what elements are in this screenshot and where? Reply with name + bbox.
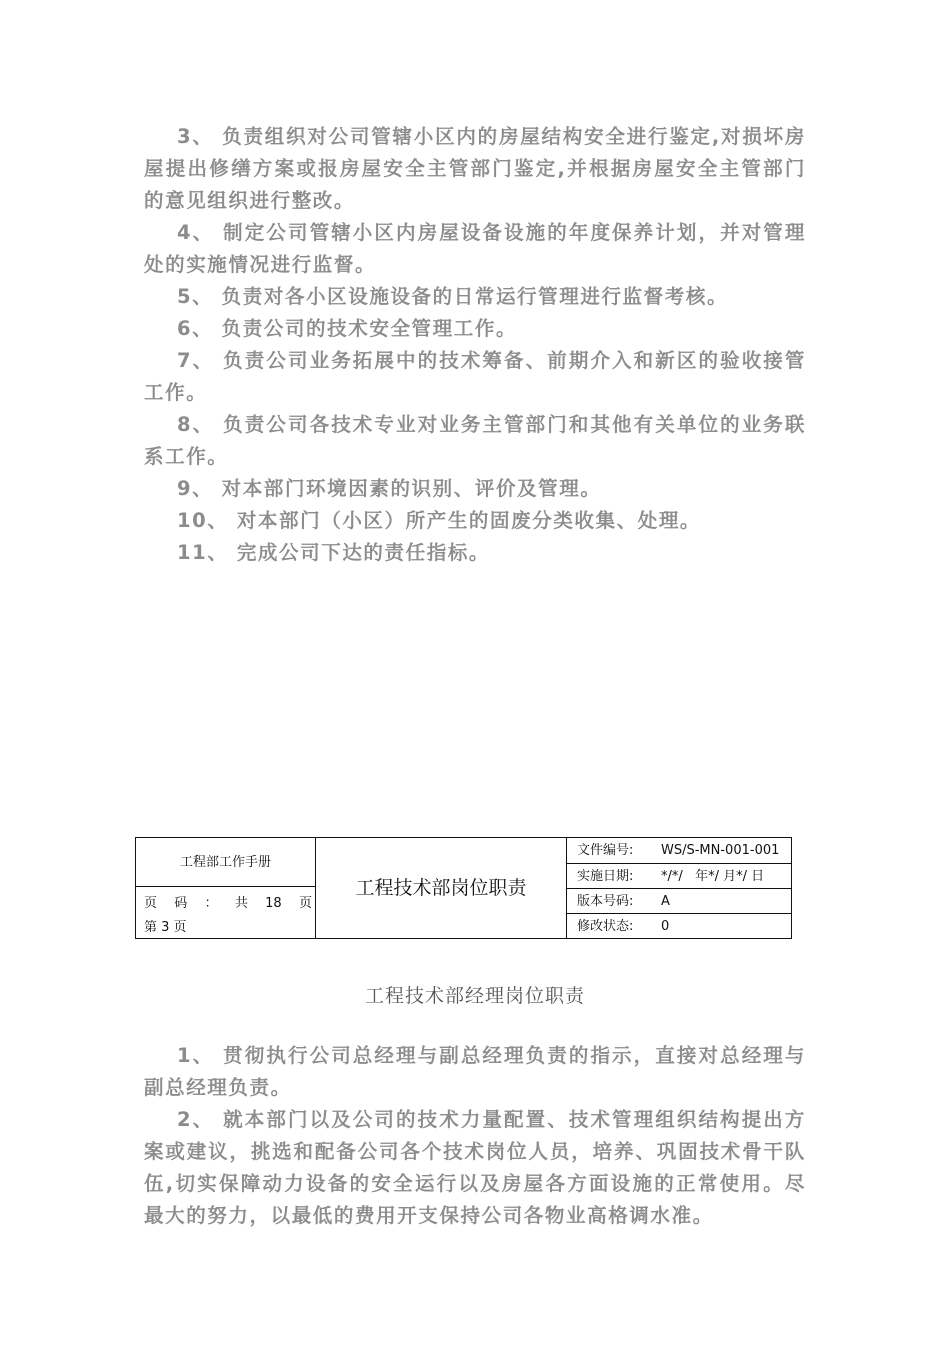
- doc-number-row: [567, 838, 791, 863]
- duties-list-bottom: [144, 1040, 806, 1232]
- manager-duty-item-2: 2、 就本部门以及公司的技术力量配置、技术管理组织结构提出方案或建议，挑选和配备公司各个技术岗位人员，培养、巩固技术骨干队伍,切实保障动力设备的安全运行以及房屋各方面设施的正常使用。尽最大的努力，以最低的费用开支保持公司各物业高格调水准。: [144, 1108, 806, 1227]
- revision-label: 修改状态:: [577, 919, 634, 934]
- header-right-cell: [567, 838, 791, 938]
- effective-date-value: */*/ 年*/ 月*/ 日: [661, 869, 765, 884]
- revision-value: 0: [661, 919, 670, 934]
- duties-list-top: [144, 121, 806, 569]
- effective-date-row: [567, 863, 791, 889]
- duty-item-5: 5、 负责对各小区设施设备的日常运行管理进行监督考核。: [177, 285, 729, 308]
- current-page: 第 3 页: [144, 920, 187, 935]
- section-title: 工程技术部经理岗位职责: [364, 985, 585, 1007]
- total-pages: 18: [265, 896, 282, 911]
- doc-number-value: WS/S-MN-001-001: [661, 843, 780, 858]
- manager-duty-item-1: 1、 贯彻执行公司总经理与副总经理负责的指示，直接对总经理与副总经理负责。: [144, 1044, 806, 1099]
- header-center-title: 工程技术部岗位职责: [316, 838, 567, 938]
- page-word: 页: [144, 896, 158, 911]
- duty-item-10: 10、 对本部门（小区）所产生的固废分类收集、处理。: [177, 509, 702, 532]
- revision-row: [567, 913, 791, 939]
- duty-item-3: 3、 负责组织对公司管辖小区内的房屋结构安全进行鉴定,对损坏房屋提出修缮方案或报房屋安全主管部门鉴定,并根据房屋安全主管部门的意见组织进行整改。: [144, 125, 806, 212]
- total-word: 共: [234, 896, 248, 911]
- effective-date-label: 实施日期:: [577, 869, 634, 884]
- page-count: [144, 892, 312, 940]
- code-word: 码: [174, 896, 188, 911]
- page-count-line: [144, 892, 312, 916]
- colon: ：: [204, 896, 218, 911]
- duty-item-4: 4、 制定公司管辖小区内房屋设备设施的年度保养计划，并对管理处的实施情况进行监督。: [144, 221, 806, 276]
- version-value: A: [661, 894, 670, 909]
- doc-number-label: 文件编号:: [577, 843, 634, 858]
- duty-item-6: 6、 负责公司的技术安全管理工作。: [177, 317, 518, 340]
- duty-item-7: 7、 负责公司业务拓展中的技术筹备、前期介入和新区的验收接管工作。: [144, 349, 806, 404]
- duty-item-9: 9、 对本部门环境因素的识别、评价及管理。: [177, 477, 602, 500]
- duty-item-8: 8、 负责公司各技术专业对业务主管部门和其他有关单位的业务联系工作。: [144, 413, 806, 468]
- manual-name: 工程部工作手册: [136, 838, 315, 887]
- page-unit: 页: [298, 896, 312, 911]
- duty-item-11: 11、 完成公司下达的责任指标。: [177, 541, 491, 564]
- header-left-cell: [136, 838, 316, 938]
- document-header-table: [135, 837, 792, 939]
- version-row: [567, 888, 791, 914]
- version-label: 版本号码:: [577, 894, 634, 909]
